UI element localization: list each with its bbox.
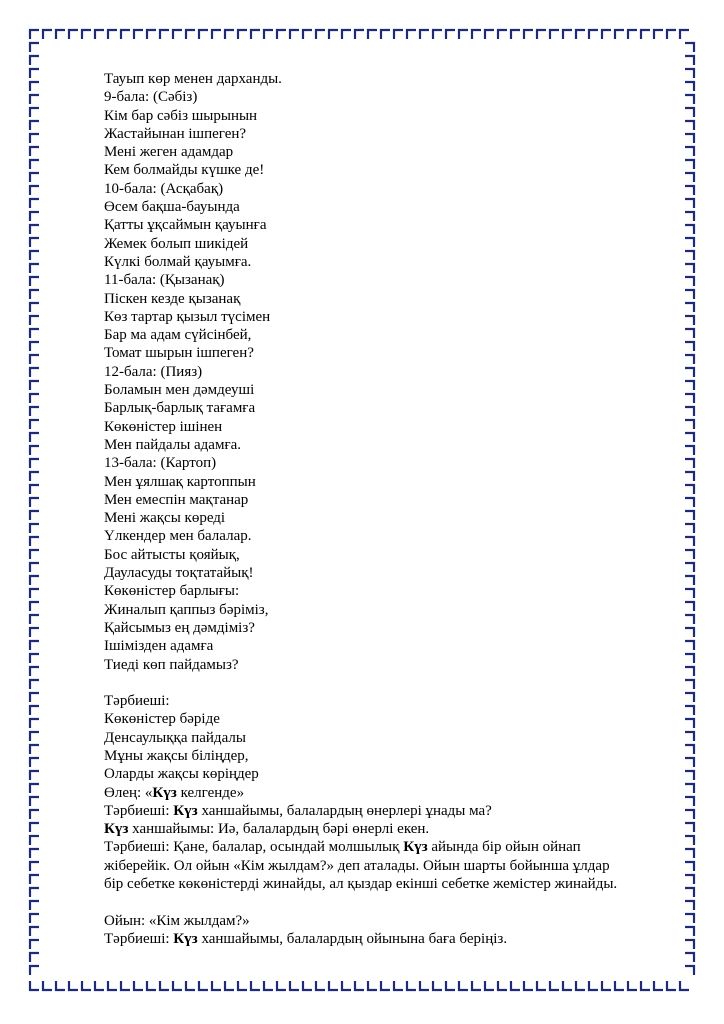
border-bracket-mark xyxy=(160,30,169,39)
border-bracket-mark xyxy=(685,69,694,78)
border-bracket-mark xyxy=(511,30,520,39)
border-bracket-mark xyxy=(30,706,39,715)
border-bracket-mark xyxy=(685,251,694,260)
border-bracket-mark xyxy=(30,888,39,897)
teacher-verse-line: Тәрбиеші: xyxy=(104,693,170,710)
border-bracket-mark xyxy=(30,43,39,52)
autumn-queen-answer-line: Күз ханшайымы: Иә, балалардың бәрі өнерлі екен. xyxy=(104,821,430,838)
border-bracket-mark xyxy=(30,836,39,845)
border-bracket-mark xyxy=(30,134,39,143)
poem-line: 9-бала: (Сәбіз) xyxy=(104,89,198,106)
song-line: Өлең: «Күз келгенде» xyxy=(104,784,245,801)
poem-line: 11-бала: (Қызанақ) xyxy=(104,272,225,289)
border-bracket-mark xyxy=(602,981,611,990)
poem-line: Бар ма адам сүйсінбей, xyxy=(104,327,252,344)
border-bracket-mark xyxy=(685,433,694,442)
border-bracket-mark xyxy=(30,433,39,442)
border-bracket-mark xyxy=(563,30,572,39)
border-bracket-mark xyxy=(30,472,39,481)
border-bracket-mark xyxy=(589,30,598,39)
border-bracket-mark xyxy=(420,981,429,990)
border-bracket-mark xyxy=(30,628,39,637)
border-bracket-mark xyxy=(30,147,39,156)
border-bracket-mark xyxy=(30,30,39,39)
border-bracket-mark xyxy=(685,147,694,156)
poem-line: Көкөністер барлығы: xyxy=(104,583,240,600)
border-bracket-mark xyxy=(685,836,694,845)
border-bracket-mark xyxy=(30,303,39,312)
border-bracket-mark xyxy=(30,329,39,338)
border-bracket-mark xyxy=(30,940,39,949)
border-bracket-mark xyxy=(147,981,156,990)
border-bracket-mark xyxy=(576,30,585,39)
border-bracket-mark xyxy=(56,30,65,39)
border-bracket-mark xyxy=(342,981,351,990)
border-bracket-mark xyxy=(30,446,39,455)
border-bracket-mark xyxy=(685,888,694,897)
border-bracket-mark xyxy=(589,981,598,990)
border-bracket-mark xyxy=(685,628,694,637)
border-bracket-mark xyxy=(537,981,546,990)
border-bracket-mark xyxy=(30,160,39,169)
border-bracket-mark xyxy=(30,576,39,585)
border-bracket-mark xyxy=(685,459,694,468)
border-bracket-mark xyxy=(290,981,299,990)
border-bracket-mark xyxy=(134,981,143,990)
border-bracket-mark xyxy=(602,30,611,39)
poem-line: Тауып көр менен дарханды. xyxy=(104,71,282,87)
poem-line: Дауласуды тоқтатайық! xyxy=(104,565,254,582)
border-bracket-mark xyxy=(212,30,221,39)
border-bracket-mark xyxy=(290,30,299,39)
border-bracket-mark xyxy=(121,30,130,39)
border-bracket-mark xyxy=(30,238,39,247)
border-bracket-mark xyxy=(251,30,260,39)
border-bracket-mark xyxy=(685,134,694,143)
border-bracket-mark xyxy=(685,914,694,923)
border-bracket-mark xyxy=(685,849,694,858)
border-bracket-mark xyxy=(685,82,694,91)
border-bracket-mark xyxy=(685,121,694,130)
border-bracket-mark xyxy=(685,472,694,481)
border-bracket-mark xyxy=(563,981,572,990)
border-bracket-mark xyxy=(685,810,694,819)
border-bracket-mark xyxy=(69,30,78,39)
border-bracket-mark xyxy=(550,981,559,990)
border-bracket-mark xyxy=(30,862,39,871)
border-bracket-mark xyxy=(30,784,39,793)
border-bracket-mark xyxy=(30,641,39,650)
border-bracket-mark xyxy=(685,56,694,65)
border-bracket-mark xyxy=(446,30,455,39)
border-bracket-mark xyxy=(685,303,694,312)
border-bracket-mark xyxy=(30,264,39,273)
border-bracket-mark xyxy=(82,30,91,39)
border-bracket-mark xyxy=(225,30,234,39)
border-bracket-mark xyxy=(685,875,694,884)
border-bracket-mark xyxy=(685,823,694,832)
border-bracket-mark xyxy=(30,550,39,559)
border-bracket-mark xyxy=(628,30,637,39)
border-bracket-mark xyxy=(30,875,39,884)
border-bracket-mark xyxy=(173,981,182,990)
border-bracket-mark xyxy=(160,981,169,990)
border-bracket-mark xyxy=(615,30,624,39)
border-bracket-mark xyxy=(30,108,39,117)
border-bracket-mark xyxy=(30,849,39,858)
border-bracket-mark xyxy=(680,30,689,39)
border-bracket-mark xyxy=(685,485,694,494)
poem-line: Күлкі болмай қауымға. xyxy=(104,253,252,270)
border-bracket-mark xyxy=(43,30,52,39)
poem-line: Жастайынан ішпеген? xyxy=(104,125,247,142)
border-bracket-mark xyxy=(30,82,39,91)
border-bracket-mark xyxy=(685,953,694,962)
border-bracket-mark xyxy=(685,355,694,364)
border-bracket-mark xyxy=(680,981,689,990)
border-bracket-mark xyxy=(485,981,494,990)
border-bracket-mark xyxy=(654,981,663,990)
border-bracket-mark xyxy=(685,966,694,975)
border-bracket-mark xyxy=(30,56,39,65)
border-bracket-mark xyxy=(30,602,39,611)
poem-line: Тиеді көп пайдамыз? xyxy=(104,656,239,673)
border-bracket-mark xyxy=(316,30,325,39)
border-bracket-mark xyxy=(30,186,39,195)
border-bracket-mark xyxy=(524,981,533,990)
border-bracket-mark xyxy=(685,212,694,221)
poem-line: Кем болмайды күшке де! xyxy=(104,162,265,179)
poem-line: Мені жеген адамдар xyxy=(104,144,234,161)
border-bracket-mark xyxy=(30,290,39,299)
border-bracket-mark xyxy=(381,30,390,39)
border-bracket-mark xyxy=(472,981,481,990)
border-bracket-mark xyxy=(277,30,286,39)
border-bracket-mark xyxy=(199,30,208,39)
border-bracket-mark xyxy=(238,30,247,39)
border-bracket-mark xyxy=(30,459,39,468)
border-bracket-mark xyxy=(685,862,694,871)
border-bracket-mark xyxy=(641,30,650,39)
border-bracket-mark xyxy=(30,823,39,832)
border-bracket-mark xyxy=(685,524,694,533)
paragraph-gap xyxy=(104,893,674,911)
border-bracket-mark xyxy=(30,680,39,689)
border-bracket-mark xyxy=(685,667,694,676)
border-bracket-mark xyxy=(30,901,39,910)
border-bracket-mark xyxy=(134,30,143,39)
border-bracket-mark xyxy=(667,30,676,39)
border-bracket-mark xyxy=(550,30,559,39)
border-bracket-mark xyxy=(30,485,39,494)
border-bracket-mark xyxy=(30,927,39,936)
border-bracket-mark xyxy=(303,981,312,990)
game-title-line: Ойын: «Кім жылдам?» xyxy=(104,912,250,929)
border-bracket-mark xyxy=(685,927,694,936)
border-bracket-mark xyxy=(685,550,694,559)
border-bracket-mark xyxy=(264,981,273,990)
border-bracket-mark xyxy=(30,810,39,819)
border-bracket-mark xyxy=(108,30,117,39)
border-bracket-mark xyxy=(576,981,585,990)
poem-line: Ішімізден адамға xyxy=(104,638,214,655)
border-bracket-mark xyxy=(537,30,546,39)
border-bracket-mark xyxy=(30,420,39,429)
poem-line: Өсем бақша-бауында xyxy=(104,199,240,216)
border-bracket-mark xyxy=(30,69,39,78)
border-bracket-mark xyxy=(472,30,481,39)
border-bracket-mark xyxy=(355,981,364,990)
border-bracket-mark xyxy=(420,30,429,39)
border-bracket-mark xyxy=(394,30,403,39)
border-bracket-mark xyxy=(108,981,117,990)
border-bracket-mark xyxy=(685,407,694,416)
border-bracket-mark xyxy=(30,498,39,507)
border-bracket-mark xyxy=(407,981,416,990)
border-bracket-mark xyxy=(394,981,403,990)
border-bracket-mark xyxy=(303,30,312,39)
teacher-verse-block xyxy=(104,692,674,783)
border-bracket-mark xyxy=(685,615,694,624)
border-bracket-mark xyxy=(30,797,39,806)
border-bracket-mark xyxy=(30,732,39,741)
border-bracket-mark xyxy=(685,511,694,520)
border-bracket-mark xyxy=(43,981,52,990)
border-bracket-mark xyxy=(30,121,39,130)
border-bracket-mark xyxy=(685,784,694,793)
border-bracket-mark xyxy=(685,563,694,572)
border-bracket-mark xyxy=(685,706,694,715)
border-bracket-mark xyxy=(628,981,637,990)
border-bracket-mark xyxy=(225,981,234,990)
poem-line: 10-бала: (Асқабақ) xyxy=(104,180,224,197)
poem-line: Мен пайдалы адамға. xyxy=(104,436,242,453)
border-bracket-mark xyxy=(407,30,416,39)
border-bracket-mark xyxy=(685,342,694,351)
border-bracket-mark xyxy=(30,589,39,598)
border-bracket-mark xyxy=(30,615,39,624)
border-bracket-mark xyxy=(685,173,694,182)
border-bracket-mark xyxy=(199,981,208,990)
border-bracket-mark xyxy=(685,732,694,741)
poem-line: Мен емеспін мақтанар xyxy=(104,491,249,508)
poem-line: Боламын мен дәмдеуші xyxy=(104,382,255,399)
poem-block xyxy=(104,70,674,674)
border-bracket-mark xyxy=(30,407,39,416)
border-bracket-mark xyxy=(485,30,494,39)
border-bracket-mark xyxy=(95,981,104,990)
border-bracket-mark xyxy=(685,264,694,273)
border-bracket-mark xyxy=(459,30,468,39)
border-bracket-mark xyxy=(212,981,221,990)
border-bracket-mark xyxy=(121,981,130,990)
game-intro-line-1: Тәрбиеші: Қане, балалар, осындай молшылық Күз айында бір ойын ойнап xyxy=(104,839,581,856)
border-bracket-mark xyxy=(654,30,663,39)
border-bracket-mark xyxy=(685,654,694,663)
paragraph-gap xyxy=(104,674,674,692)
border-bracket-mark xyxy=(511,981,520,990)
border-bracket-mark xyxy=(641,981,650,990)
poem-line: Көкөністер ішінен xyxy=(104,418,223,435)
border-bracket-mark xyxy=(30,914,39,923)
border-bracket-mark xyxy=(82,981,91,990)
poem-line: Үлкендер мен балалар. xyxy=(104,528,252,545)
border-bracket-mark xyxy=(685,160,694,169)
border-bracket-mark xyxy=(685,238,694,247)
border-bracket-mark xyxy=(277,981,286,990)
border-bracket-mark xyxy=(368,30,377,39)
border-bracket-mark xyxy=(30,225,39,234)
border-bracket-mark xyxy=(685,420,694,429)
border-bracket-mark xyxy=(30,316,39,325)
document-body xyxy=(104,70,674,948)
border-bracket-mark xyxy=(685,680,694,689)
border-bracket-mark xyxy=(685,576,694,585)
border-bracket-mark xyxy=(30,95,39,104)
border-bracket-mark xyxy=(329,30,338,39)
border-bracket-mark xyxy=(30,277,39,286)
border-bracket-mark xyxy=(342,30,351,39)
border-bracket-mark xyxy=(685,745,694,754)
border-bracket-mark xyxy=(685,43,694,52)
border-bracket-mark xyxy=(381,981,390,990)
poem-line: Мен ұялшақ картоппын xyxy=(104,473,256,490)
border-bracket-mark xyxy=(30,745,39,754)
border-bracket-mark xyxy=(685,693,694,702)
border-bracket-mark xyxy=(30,563,39,572)
border-bracket-mark xyxy=(685,589,694,598)
border-bracket-mark xyxy=(685,719,694,728)
poem-line: Кім бар сәбіз шырынын xyxy=(104,107,258,124)
border-bracket-mark xyxy=(95,30,104,39)
border-bracket-mark xyxy=(316,981,325,990)
border-bracket-mark xyxy=(30,524,39,533)
border-bracket-mark xyxy=(30,251,39,260)
border-bracket-mark xyxy=(498,981,507,990)
border-bracket-mark xyxy=(30,394,39,403)
border-bracket-mark xyxy=(355,30,364,39)
border-bracket-mark xyxy=(685,108,694,117)
border-bracket-mark xyxy=(30,667,39,676)
poem-line: Қатты ұқсаймын қауынға xyxy=(104,217,267,234)
border-bracket-mark xyxy=(685,537,694,546)
border-bracket-mark xyxy=(186,981,195,990)
poem-line: Барлық-барлық тағамға xyxy=(104,400,256,417)
border-bracket-mark xyxy=(30,355,39,364)
teacher-verse-line: Оларды жақсы көріңдер xyxy=(104,766,259,783)
border-bracket-mark xyxy=(685,225,694,234)
poem-line: Томат шырын ішпеген? xyxy=(104,345,254,362)
border-bracket-mark xyxy=(667,981,676,990)
border-bracket-mark xyxy=(685,199,694,208)
border-bracket-mark xyxy=(30,173,39,182)
border-bracket-mark xyxy=(30,199,39,208)
border-bracket-mark xyxy=(685,329,694,338)
border-bracket-mark xyxy=(147,30,156,39)
teacher-verse-line: Мұны жақсы біліңдер, xyxy=(104,747,249,764)
border-bracket-mark xyxy=(251,981,260,990)
poem-line: 13-бала: (Картоп) xyxy=(104,455,217,472)
border-bracket-mark xyxy=(685,381,694,390)
poem-line: Қайсымыз ең дәмдіміз? xyxy=(104,619,255,636)
border-bracket-mark xyxy=(30,758,39,767)
border-bracket-mark xyxy=(685,797,694,806)
border-bracket-mark xyxy=(685,394,694,403)
border-bracket-mark xyxy=(30,693,39,702)
border-bracket-mark xyxy=(685,277,694,286)
border-bracket-mark xyxy=(446,981,455,990)
border-bracket-mark xyxy=(685,940,694,949)
border-bracket-mark xyxy=(368,981,377,990)
poem-line: Жемек болып шикідей xyxy=(104,235,249,252)
teacher-verse-line: Көкөністер бәріде xyxy=(104,711,220,728)
border-bracket-mark xyxy=(30,654,39,663)
border-bracket-mark xyxy=(685,602,694,611)
border-bracket-mark xyxy=(173,30,182,39)
border-bracket-mark xyxy=(30,966,39,975)
border-bracket-mark xyxy=(264,30,273,39)
border-bracket-mark xyxy=(685,186,694,195)
border-bracket-mark xyxy=(69,981,78,990)
border-bracket-mark xyxy=(685,290,694,299)
border-bracket-mark xyxy=(524,30,533,39)
teacher-question-line: Тәрбиеші: Күз ханшайымы, балалардың өнерлері ұнады ма? xyxy=(104,802,492,819)
border-bracket-mark xyxy=(30,537,39,546)
border-bracket-mark xyxy=(685,498,694,507)
border-bracket-mark xyxy=(30,981,39,990)
poem-line: Бос айтысты қояйық, xyxy=(104,546,240,563)
poem-line: Жиналып қаппыз бәріміз, xyxy=(104,601,269,618)
teacher-verse-line: Денсаулыққа пайдалы xyxy=(104,729,246,746)
border-bracket-mark xyxy=(685,758,694,767)
border-bracket-mark xyxy=(685,446,694,455)
border-bracket-mark xyxy=(685,771,694,780)
game-intro-line-3: бір себетке көкөністерді жинайды, ал қыздар екінші себетке жемістер жинайды. xyxy=(104,876,618,893)
border-bracket-mark xyxy=(685,368,694,377)
border-bracket-mark xyxy=(685,316,694,325)
border-bracket-mark xyxy=(30,771,39,780)
border-bracket-mark xyxy=(56,981,65,990)
poem-line: Мені жақсы көреді xyxy=(104,510,226,527)
final-teacher-line: Тәрбиеші: Күз ханшайымы, балалардың ойынына баға беріңіз. xyxy=(104,930,508,947)
border-bracket-mark xyxy=(30,381,39,390)
border-bracket-mark xyxy=(30,719,39,728)
border-bracket-mark xyxy=(685,641,694,650)
border-bracket-mark xyxy=(30,212,39,221)
border-bracket-mark xyxy=(459,981,468,990)
border-bracket-mark xyxy=(685,901,694,910)
border-bracket-mark xyxy=(30,342,39,351)
border-bracket-mark xyxy=(238,981,247,990)
border-bracket-mark xyxy=(329,981,338,990)
border-bracket-mark xyxy=(615,981,624,990)
border-bracket-mark xyxy=(685,95,694,104)
border-bracket-mark xyxy=(433,981,442,990)
poem-line: 12-бала: (Пияз) xyxy=(104,363,203,380)
poem-line: Піскен кезде қызанақ xyxy=(104,290,241,307)
border-bracket-mark xyxy=(30,368,39,377)
border-bracket-mark xyxy=(30,511,39,520)
border-bracket-mark xyxy=(498,30,507,39)
border-bracket-mark xyxy=(186,30,195,39)
game-intro-line-2: жіберейік. Ол ойын «Кім жылдам?» деп аталады. Ойын шарты бойынша ұлдар xyxy=(104,857,610,874)
border-bracket-mark xyxy=(433,30,442,39)
poem-line: Көз тартар қызыл түсімен xyxy=(104,308,271,325)
border-bracket-mark xyxy=(30,953,39,962)
